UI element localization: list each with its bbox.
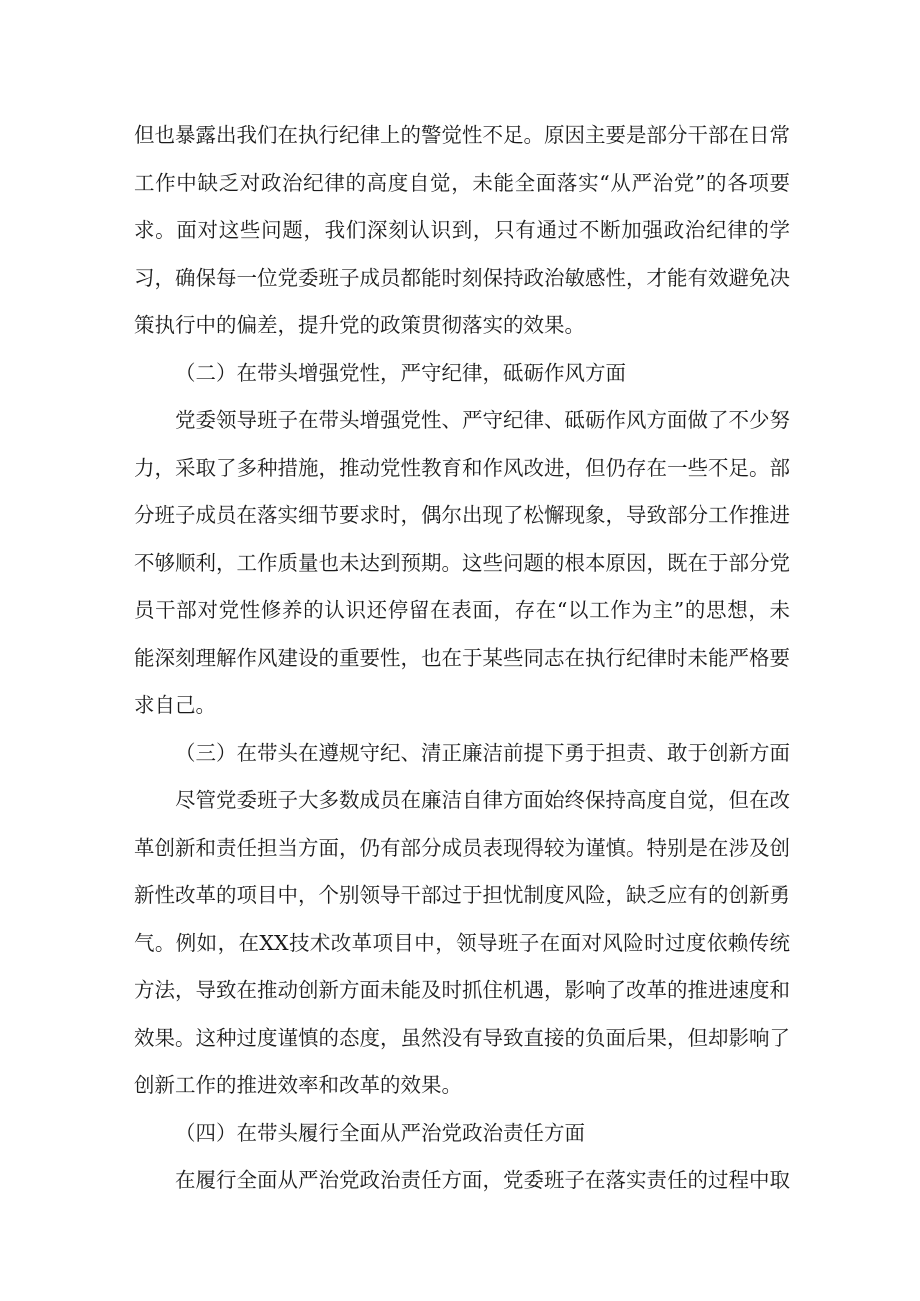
section-heading-2: （二）在带头增强党性，严守纪律，砥砺作风方面: [175, 360, 626, 385]
section-heading-4: （四）在带头履行全面从严治党政治责任方面: [175, 1120, 585, 1145]
paragraph-continuation: 但也暴露出我们在执行纪律上的警觉性不足。原因主要是部分干部在日常工作中缺乏对政治纪律的高度自觉，未能全面落实“从严治党”的各项要求。面对这些问题，我们深刻认识到，只有通过不断加强政治纪律的学习，确保每一位党委班子成员都能时刻保持政治敏感性，才能有效避免决策执行中的偏差，提升党的政策贯彻落实的效果。: [134, 123, 790, 337]
paragraph-section-3: 尽管党委班子大多数成员在廉洁自律方面始终保持高度自觉，但在改革创新和责任担当方面，仍有部分成员表现得较为谨慎。特别是在涉及创新性改革的项目中，个别领导干部过于担忧制度风险，缺乏应有的创新勇气。例如，在XX技术改革项目中，领导班子在面对风险时过度依赖传统方法，导致在推动创新方面未能及时抓住机遇，影响了改革的推进速度和效果。这种过度谨慎的态度，虽然没有导致直接的负面后果，但却影响了创新工作的推进效率和改革的效果。: [134, 788, 790, 1097]
document-body: [134, 112, 790, 1205]
paragraph-section-4: 在履行全面从严治党政治责任方面，党委班子在落实责任的过程中取: [175, 1168, 790, 1192]
paragraph-section-2: 党委领导班子在带头增强党性、严守纪律、砥砺作风方面做了不少努力，采取了多种措施，推动党性教育和作风改进，但仍存在一些不足。部分班子成员在落实细节要求时，偶尔出现了松懈现象，导致部分工作推进不够顺利，工作质量也未达到预期。这些问题的根本原因，既在于部分党员干部对党性修养的认识还停留在表面，存在“以工作为主”的思想，未能深刻理解作风建设的重要性，也在于某些同志在执行纪律时未能严格要求自己。: [134, 408, 790, 717]
section-heading-3: （三）在带头在遵规守纪、清正廉洁前提下勇于担责、敢于创新方面: [175, 740, 790, 765]
